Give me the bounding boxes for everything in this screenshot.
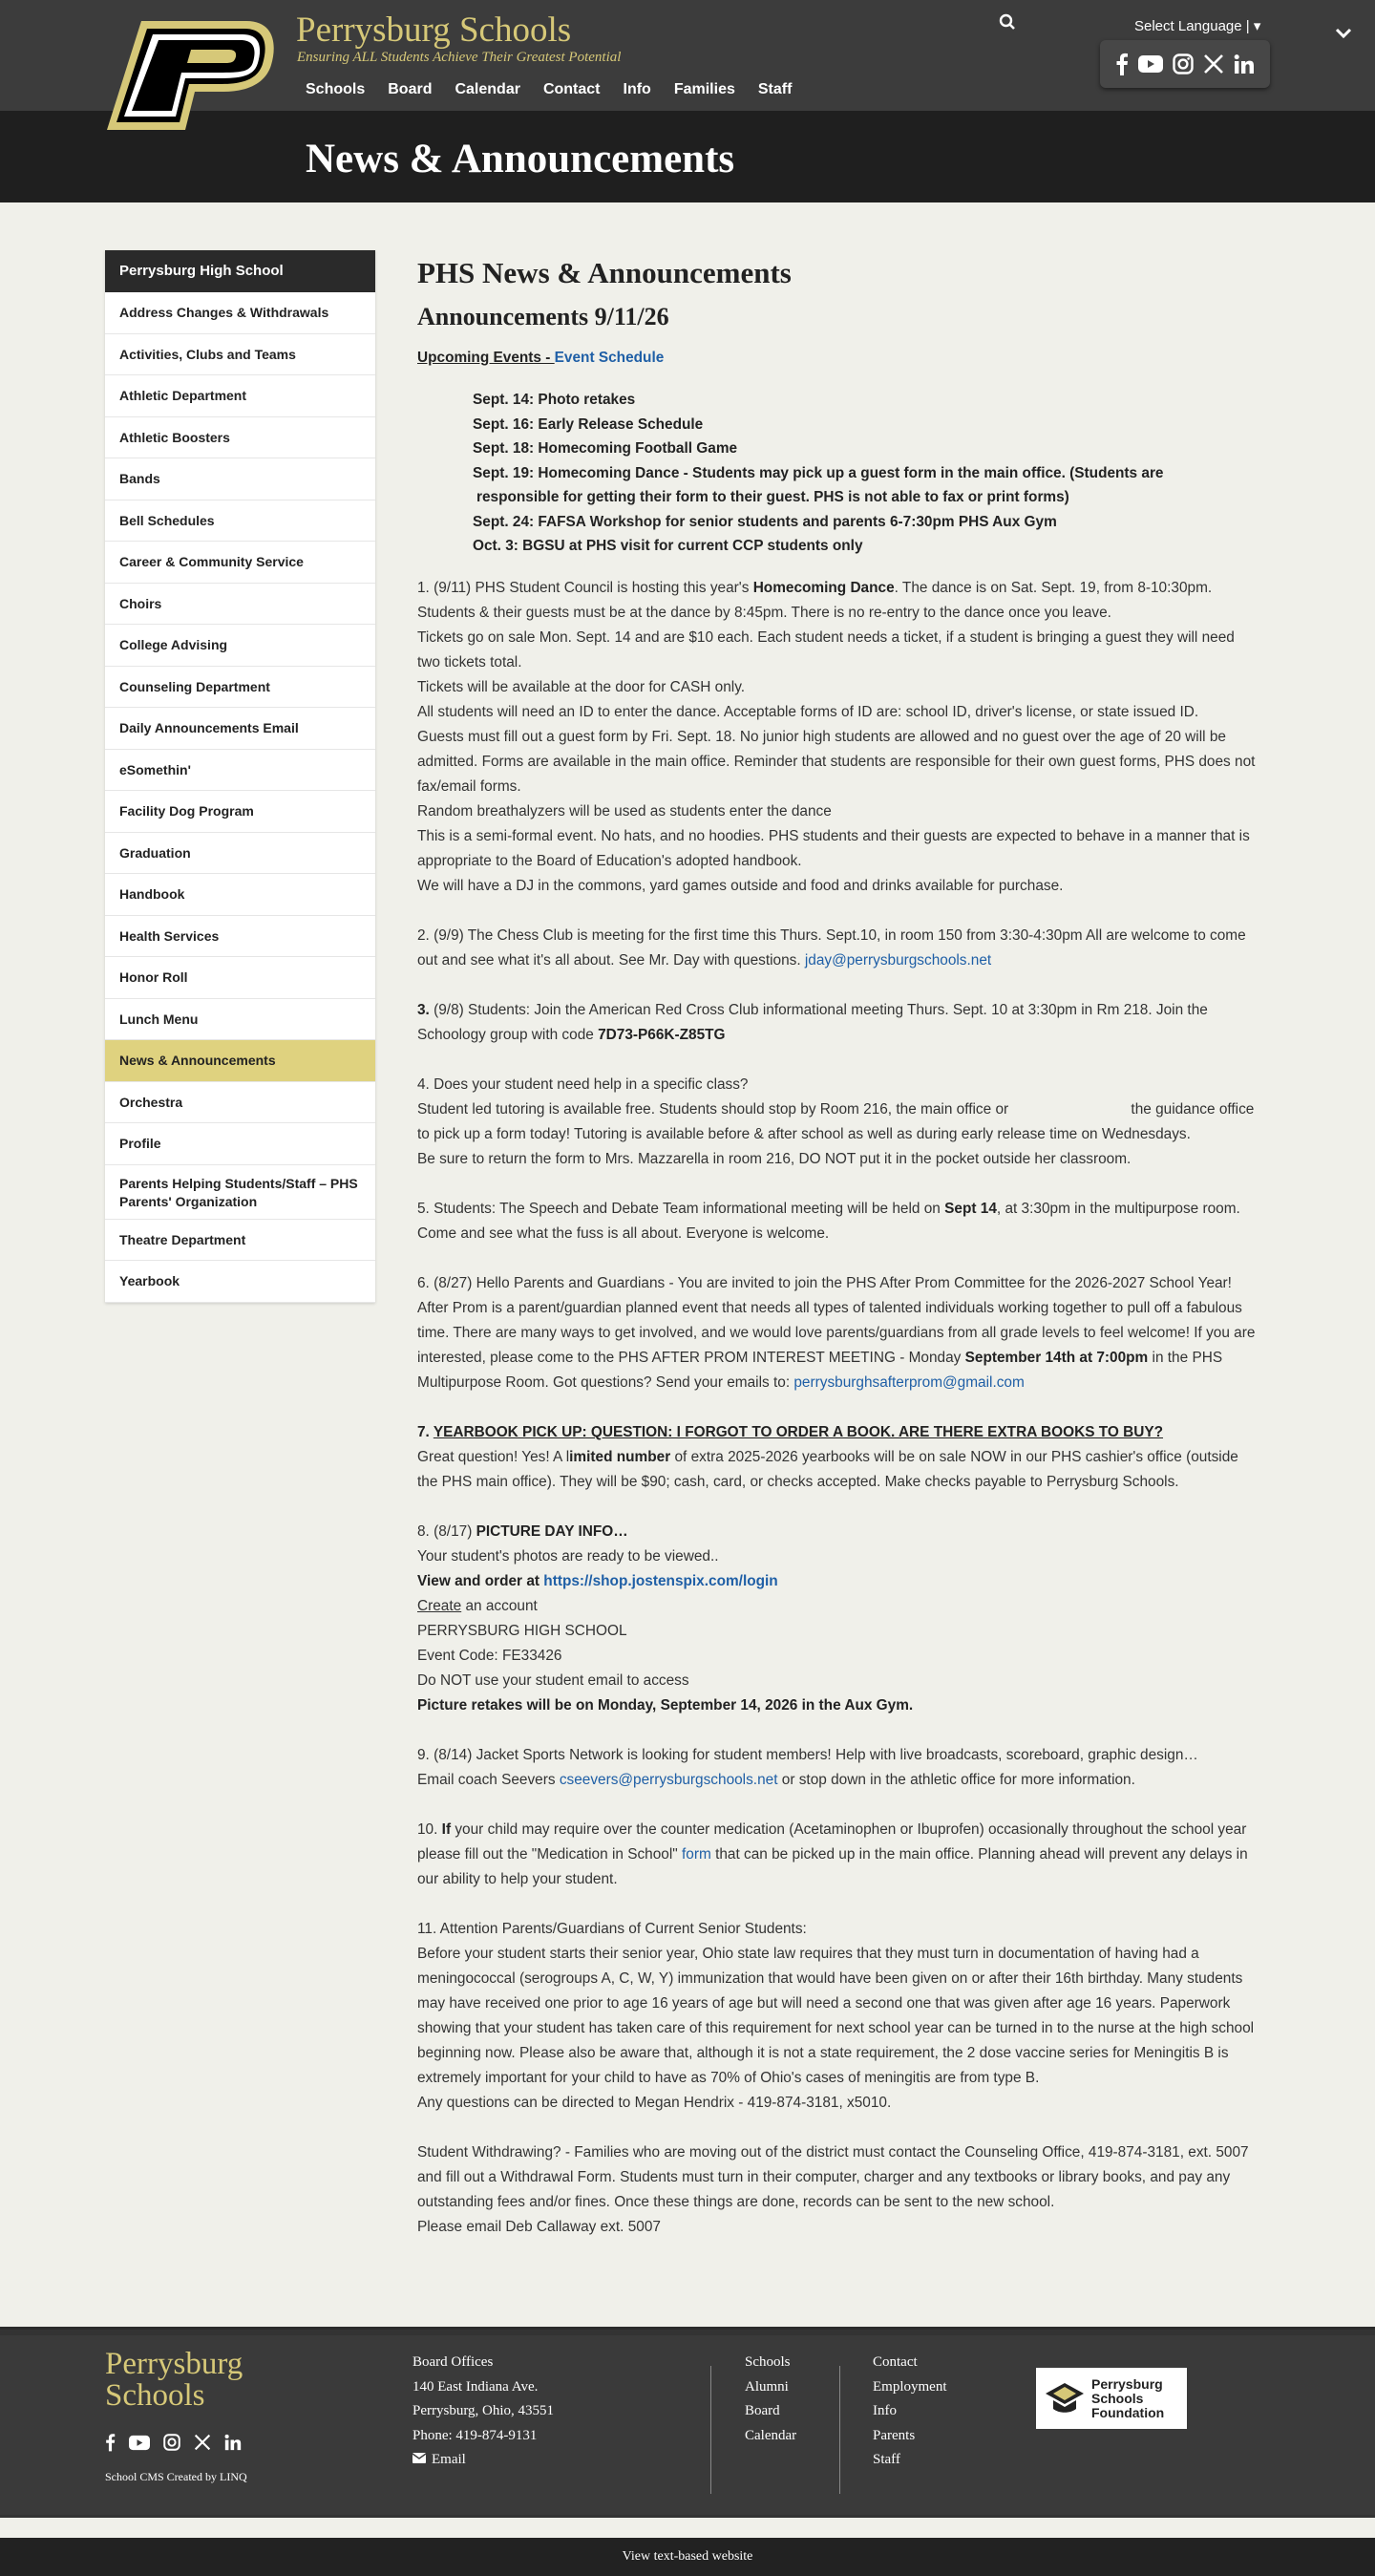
announcement-2 xyxy=(417,924,1258,973)
school-logo[interactable] xyxy=(103,17,281,134)
text: Please email Deb Callaway ext. 5007 xyxy=(417,2218,661,2235)
text-bold: September 14th at 7:00pm xyxy=(964,1349,1149,1366)
upcoming-label: Upcoming Events - xyxy=(417,350,555,366)
foundation-logo[interactable] xyxy=(1036,2368,1187,2429)
board-offices xyxy=(412,2351,554,2473)
yearbook-heading: YEARBOOK PICK UP: QUESTION: I FORGOT TO ORDER A BOOK. ARE THERE EXTRA BOOKS TO BUY? xyxy=(433,1423,1164,1440)
footer-gap xyxy=(0,2518,1375,2538)
foundation-name: Perrysburg Schools Foundation xyxy=(1091,2375,1165,2420)
text-bold: Sept 14 xyxy=(944,1200,997,1217)
events-list xyxy=(473,388,1258,559)
text: an account xyxy=(461,1597,538,1614)
announcement-1 xyxy=(417,576,1258,899)
sidebar-item-athletic-department[interactable]: Athletic Department xyxy=(105,375,375,417)
footer-links xyxy=(873,2351,947,2473)
sidebar-item-graduation[interactable]: Graduation xyxy=(105,833,375,875)
footer-link-parents[interactable]: Parents xyxy=(873,2427,916,2443)
nav-board[interactable]: Board xyxy=(388,81,433,97)
email-link[interactable]: jday@perrysburgschools.net xyxy=(804,951,992,969)
announcement-7 xyxy=(417,1420,1258,1495)
footer-email-label: Email xyxy=(432,2452,466,2467)
text: Great question! Yes! A l xyxy=(417,1448,570,1465)
text: 11. Attention Parents/Guardians of Current Senior Students: xyxy=(417,1920,807,1937)
text: Random breathalyzers will be used as students enter the dance xyxy=(417,802,832,820)
text: (9/8) Students: Join the American Red Cross Club informational meeting Thurs. Sept. 10 at 3:30pm in Rm 218. Join the Schoology group with code xyxy=(417,1001,1208,1043)
footer-text: Perrysburg, Ohio, 43551 xyxy=(412,2403,555,2418)
graduation-cap-icon xyxy=(1044,2377,1086,2419)
divider xyxy=(839,2366,840,2494)
footer-link-contact[interactable]: Contact xyxy=(873,2354,918,2370)
sidebar-item-college-advising[interactable]: College Advising xyxy=(105,625,375,667)
event-item: Sept. 16: Early Release Schedule xyxy=(473,415,704,433)
text: Student Withdrawing? - Families who are moving out of the district must contact the Counseling Office, 419-874-3181, ext. 5007 and fill out a Withdrawal Form. Students must turn in their computer, charger and any textbooks or library books, and pay any outstanding fees and/or fines. Once these things are done, records can be sent to the new school. xyxy=(417,2143,1249,2210)
text: that can be picked up in the main office. Planning ahead will prevent any delays in our ability to help your student. xyxy=(417,1845,1248,1887)
footer-social xyxy=(105,2433,242,2457)
nav-staff[interactable]: Staff xyxy=(757,81,793,97)
medication-form-link[interactable]: form xyxy=(682,1845,711,1863)
footer-link-board[interactable]: Board xyxy=(745,2403,780,2418)
footer-link-calendar[interactable]: Calendar xyxy=(745,2427,797,2443)
text-bold: 7. xyxy=(417,1423,434,1440)
footer-link-staff[interactable]: Staff xyxy=(873,2452,900,2467)
sidebar-item-bell-schedules[interactable]: Bell Schedules xyxy=(105,500,375,543)
youtube-icon[interactable] xyxy=(129,2435,150,2456)
text: Any questions can be directed to Megan Hendrix - 419-874-3181, x5010. xyxy=(417,2094,892,2111)
footer-links xyxy=(745,2351,796,2448)
nav-schools[interactable]: Schools xyxy=(306,81,366,97)
language-select[interactable]: Select Language | ▾ xyxy=(1134,18,1261,34)
announcement-4 xyxy=(417,1073,1258,1172)
announcements-date: Announcements 9/11/26 xyxy=(417,303,669,330)
footer-logo-line: Schools xyxy=(105,2378,205,2413)
text: 6. (8/27) Hello Parents and Guardians - You are invited to join the PHS After Prom Committee for the 2026-2027 School Year! After Prom is a parent/guardian planned event that needs all types of talented individuals working together to pull off a fabulous time. There are many ways to get involved, and we would love parents/guardians from all grade levels to feel welcome! If you are interested, please come to the PHS AFTER PROM INTEREST MEETING - Monday xyxy=(417,1274,1256,1366)
sidebar-item-facility-dog[interactable]: Facility Dog Program xyxy=(105,791,375,833)
instagram-icon[interactable] xyxy=(1173,53,1194,75)
event-item: Sept. 19: Homecoming Dance - Students may pick up a guest form in the main office. (Students are xyxy=(473,464,1164,481)
text: Be sure to return the form to Mrs. Mazzarella in room 216, DO NOT put it in the pocket outside her classroom. xyxy=(417,1150,1132,1167)
text-site-link[interactable]: View text-based website xyxy=(0,2538,1375,2576)
announcement-11 xyxy=(417,1917,1258,2116)
announcement-3 xyxy=(417,998,1258,1048)
text: Tickets will be available at the door for CASH only. xyxy=(417,678,746,695)
text-bold: imited number xyxy=(569,1448,671,1465)
sidebar-item-lunch-menu[interactable]: Lunch Menu xyxy=(105,999,375,1041)
sidebar-item-career-community-service[interactable]: Career & Community Service xyxy=(105,542,375,584)
cms-credit[interactable]: School CMS Created by LINQ xyxy=(105,2470,247,2483)
nav-info[interactable]: Info xyxy=(623,81,651,97)
text: 9. (8/14) Jacket Sports Network is looking for student members! Help with live broadcasts, scoreboard, graphic design… xyxy=(417,1746,1198,1763)
event-item: Sept. 14: Photo retakes xyxy=(473,392,636,408)
footer-text: Phone: 419-874-9131 xyxy=(412,2427,538,2443)
instagram-icon[interactable] xyxy=(163,2434,180,2456)
footer-text: Board Offices xyxy=(412,2354,494,2370)
jostens-link[interactable]: https://shop.jostenspix.com/login xyxy=(543,1572,778,1589)
text: in the PHS Multipurpose Room. Got questions? Send your emails to: xyxy=(417,1349,1223,1391)
sidebar-heading[interactable]: Perrysburg High School xyxy=(105,250,375,292)
sidebar-item-theatre[interactable]: Theatre Department xyxy=(105,1220,375,1262)
event-item: Sept. 18: Homecoming Football Game xyxy=(473,440,738,457)
text: 8. (8/17) xyxy=(417,1522,476,1540)
footer-link-info[interactable]: Info xyxy=(873,2403,897,2418)
main-nav xyxy=(306,81,814,98)
sidebar-item-address-changes[interactable]: Address Changes & Withdrawals xyxy=(105,292,375,334)
text: Your student's photos are ready to be viewed.. xyxy=(417,1547,719,1565)
picture-day-heading: PICTURE DAY INFO… xyxy=(476,1522,628,1540)
email-link[interactable]: cseevers@perrysburgschools.net xyxy=(559,1771,778,1788)
sidebar-item-news-announcements[interactable]: News & Announcements xyxy=(105,1040,375,1082)
sidebar-item-athletic-boosters[interactable]: Athletic Boosters xyxy=(105,417,375,459)
text: PERRYSBURG HIGH SCHOOL xyxy=(417,1622,627,1639)
site-footer xyxy=(0,2327,1375,2518)
text: 5. Students: The Speech and Debate Team informational meeting will be held on xyxy=(417,1200,945,1217)
text: Tickets go on sale Mon. Sept. 14 and are $10 each. Each student needs a ticket, if a student is bringing a guest they will need two tickets total. xyxy=(417,628,1235,671)
email-link[interactable]: perrysburghsafterprom@gmail.com xyxy=(793,1373,1025,1391)
announcement-8 xyxy=(417,1520,1258,1718)
footer-logo[interactable] xyxy=(105,2349,243,2412)
text: Create xyxy=(417,1597,462,1614)
sidebar-item-orchestra[interactable]: Orchestra xyxy=(105,1082,375,1124)
announcement-5 xyxy=(417,1197,1258,1246)
sidebar-item-health-services[interactable]: Health Services xyxy=(105,916,375,958)
divider xyxy=(710,2366,711,2494)
text: All students will need an ID to enter the dance. Acceptable forms of ID are: school ID, driver's license, or state issued ID. xyxy=(417,703,1199,720)
event-schedule-link[interactable]: Event Schedule xyxy=(554,350,665,366)
text: 4. Does your student need help in a specific class? xyxy=(417,1075,749,1093)
sidebar-item-parents-helping[interactable]: Parents Helping Students/Staff – PHS Parents' Organization xyxy=(105,1165,375,1220)
upcoming-events xyxy=(417,346,1258,371)
announcement-10 xyxy=(417,1818,1258,1892)
event-item: Sept. 24: FAFSA Workshop for senior students and parents 6-7:30pm PHS Aux Gym xyxy=(473,513,1057,530)
text-bold: If xyxy=(441,1820,452,1838)
nav-calendar[interactable]: Calendar xyxy=(455,81,520,97)
sidebar-item-activities[interactable]: Activities, Clubs and Teams xyxy=(105,334,375,376)
search-icon[interactable] xyxy=(999,13,1016,35)
footer-email[interactable] xyxy=(412,2448,554,2473)
sidebar-item-honor-roll[interactable]: Honor Roll xyxy=(105,957,375,999)
event-item: Oct. 3: BGSU at PHS visit for current CCP students only xyxy=(473,538,863,554)
text: 1. (9/11) PHS Student Council is hosting this year's xyxy=(417,579,753,596)
text: , at 3:30pm in the multipurpose room. Come and see what the fuss is all about. Everyone is welcome. xyxy=(417,1200,1240,1242)
text-bold: Homecoming Dance xyxy=(752,579,895,596)
event-item-continued: responsible for getting their form to their guest. PHS is not able to fax or print forms) xyxy=(476,489,1069,505)
text: Guests must fill out a guest form by Fri. Sept. 18. No junior high students are allowed and no guest over the age of 20 will be admitted. Forms are available in the main office. Reminder that students are responsible for their own guest forms, PHS does not fax/email forms. xyxy=(417,728,1256,795)
youtube-icon[interactable] xyxy=(1138,54,1163,74)
nav-families[interactable]: Families xyxy=(673,81,735,97)
content-title: PHS News & Announcements xyxy=(417,256,792,289)
announcement-6 xyxy=(417,1271,1258,1395)
linkedin-icon[interactable] xyxy=(224,2434,242,2456)
text-bold: Picture retakes will be on Monday, September 14, 2026 in the Aux Gym. xyxy=(417,1696,914,1714)
text: This is a semi-formal event. No hats, and no hoodies. PHS students and their guests are expected to behave in a manner that is appropriate to the Board of Education's adopted handbook. xyxy=(417,827,1250,869)
announcement-9 xyxy=(417,1743,1258,1793)
text-bold: View and order at xyxy=(417,1572,544,1589)
text-bold: 3. xyxy=(417,1001,430,1018)
sidebar-item-bands[interactable]: Bands xyxy=(105,458,375,500)
text: Email coach Seevers xyxy=(417,1771,560,1788)
footer-link-employment[interactable]: Employment xyxy=(873,2378,947,2395)
text: or stop down in the athletic office for more information. xyxy=(777,1771,1135,1788)
sidebar-item-handbook[interactable]: Handbook xyxy=(105,874,375,916)
sidebar-item-profile[interactable]: Profile xyxy=(105,1123,375,1165)
sidebar-item-daily-announcements[interactable]: Daily Announcements Email xyxy=(105,708,375,750)
text: Before your student starts their senior year, Ohio state law requires that they must turn in documentation of having had a meningococcal (serogroups A, C, W, Y) immunization that would have been given on or after their 16th birthday. Many students may have received one prior to age 16 years of age but will need a second one that was given after age 16 years. Paperwork showing that your student has taken care of this requirement for next school year can be turned in to the nurse at the high school beginning now. Please also be aware that, although it is not a state requirement, the 2 dose vaccine series for Meningitis B is extremely important for your child to have as 70% of Ohio's cases of meningitis are from type B. xyxy=(417,1945,1255,2086)
announcement-12 xyxy=(417,2140,1258,2240)
envelope-icon xyxy=(412,2452,432,2467)
text: of extra 2025-2026 yearbooks will be on sale NOW in our PHS cashier's office (outside the PHS main office). They will be $90; cash, card, or checks accepted. Make checks payable to Perrysburg Schools. xyxy=(417,1448,1238,1490)
social-links xyxy=(1100,40,1270,88)
sidebar-item-choirs[interactable]: Choirs xyxy=(105,584,375,626)
site-tagline: Ensuring ALL Students Achieve Their Greatest Potential xyxy=(297,50,622,65)
nav-contact[interactable]: Contact xyxy=(542,81,601,97)
chevron-down-icon[interactable] xyxy=(1335,27,1352,44)
sidebar-item-counseling[interactable]: Counseling Department xyxy=(105,667,375,709)
sidebar-nav xyxy=(105,250,375,1303)
footer-text: 140 East Indiana Ave. xyxy=(412,2378,539,2395)
footer-link-alumni[interactable]: Alumni xyxy=(745,2378,789,2395)
main-content xyxy=(417,250,1258,2265)
x-icon[interactable] xyxy=(1203,53,1224,75)
footer-link-schools[interactable]: Schools xyxy=(745,2354,791,2370)
page-title: News & Announcements xyxy=(306,137,735,181)
text: Student led tutoring is available free. Students should stop by Room 216, the main office or the guidance office to pick up a form today! Tutoring is available before & after school as well as during early release time on Wednesdays. xyxy=(417,1100,1259,1142)
text: . The dance is on Sat. Sept. 19, from 8-10:30pm. Students & their guests must be at the dance by 8:45pm. There is no re-entry to the dance once you leave. xyxy=(417,579,1213,621)
footer-logo-line: Perrysburg xyxy=(105,2347,243,2381)
sidebar-item-esomethin[interactable]: eSomethin' xyxy=(105,750,375,792)
facebook-icon[interactable] xyxy=(1115,53,1129,75)
facebook-icon[interactable] xyxy=(105,2433,116,2457)
site-title[interactable]: Perrysburg Schools xyxy=(296,11,572,50)
text: Do NOT use your student email to access xyxy=(417,1671,689,1689)
linkedin-icon[interactable] xyxy=(1234,53,1255,75)
text: your child may require over the counter medication (Acetaminophen or Ibuprofen) occasionally throughout the school year please fill out the "Medication in School" xyxy=(417,1820,1247,1863)
text: Event Code: FE33426 xyxy=(417,1647,562,1664)
schoology-code: 7D73-P66K-Z85TG xyxy=(598,1026,726,1043)
text: 10. xyxy=(417,1820,442,1838)
text: 2. (9/9) The Chess Club is meeting for the first time this Thurs. Sept.10, in room 150 from 3:30-4:30pm All are welcome to come out and see what it's all about. See Mr. Day with questions. xyxy=(417,926,1246,969)
sidebar-item-yearbook[interactable]: Yearbook xyxy=(105,1261,375,1303)
text: We will have a DJ in the commons, yard games outside and food and drinks available for purchase. xyxy=(417,877,1064,894)
x-icon[interactable] xyxy=(194,2434,211,2456)
